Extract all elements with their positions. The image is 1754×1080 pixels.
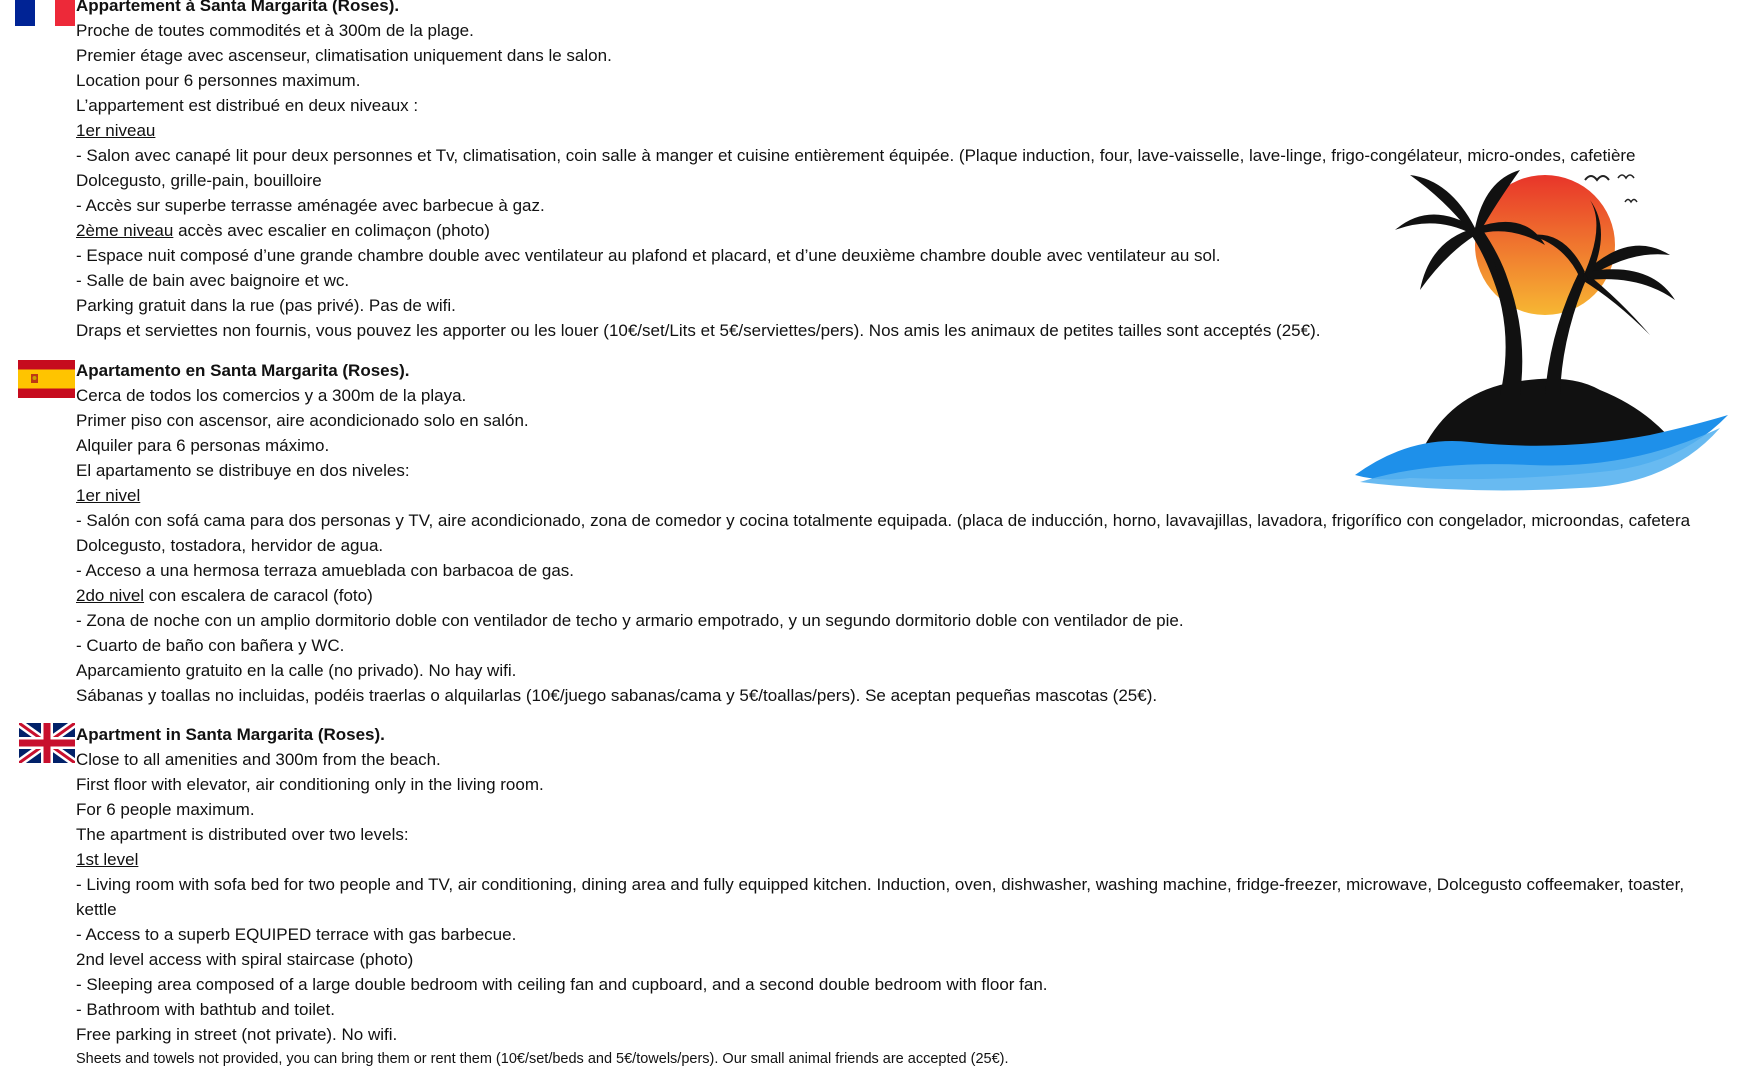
french-title: Appartement à Santa Margarita (Roses). <box>76 0 400 15</box>
flag-spain-icon <box>18 360 75 398</box>
french-level2-rest: accès avec escalier en colimaçon (photo) <box>173 221 490 240</box>
spanish-level2-item: Sábanas y toallas no incluidas, podéis traerlas o alquilarlas (10€/juego sabanas/cama y 5€/toallas/pers). Se aceptan pequeñas mascotas (25€). <box>76 686 1158 705</box>
spanish-line: Primer piso con ascensor, aire acondicionado solo en salón. <box>76 411 529 430</box>
spanish-level2-heading: 2do nivel <box>76 586 145 605</box>
french-level1-item: - Salon avec canapé lit pour deux personnes et Tv, climatisation, coin salle à manger et cuisine entièrement équipée. (Plaque induction, four, lave-vaisselle, lave-linge, frigo-congélateur, micro-ondes, cafetière Dolcegusto, grille-pain, bouilloire <box>76 146 1636 190</box>
spanish-level2-line <box>76 583 1716 608</box>
english-level2-item: Free parking in street (not private). No wifi. <box>76 1025 398 1044</box>
spanish-title: Apartamento en Santa Margarita (Roses). <box>76 361 410 380</box>
spanish-line: Alquiler para 6 personas máximo. <box>76 436 330 455</box>
spanish-level1-item: - Salón con sofá cama para dos personas y TV, aire acondicionado, zona de comedor y cocina totalmente equipada. (placa de inducción, horno, lavavajillas, lavadora, frigorífico con congelador, microondas, cafetera Dolcegusto, tostadora, hervidor de agua. <box>76 511 1691 555</box>
french-level1-item: - Accès sur superbe terrasse aménagée avec barbecue à gaz. <box>76 196 545 215</box>
english-line: The apartment is distributed over two levels: <box>76 825 409 844</box>
english-level1-item: - Living room with sofa bed for two people and TV, air conditioning, dining area and fully equipped kitchen. Induction, oven, dishwasher, washing machine, fridge-freezer, microwave, Dolcegusto coffeemaker, toaster, kettle <box>76 875 1685 919</box>
english-level1-heading: 1st level <box>76 850 139 869</box>
french-section <box>76 0 1716 343</box>
spanish-level2-rest: con escalera de caracol (foto) <box>144 586 373 605</box>
flag-uk-icon <box>19 723 75 763</box>
spanish-section <box>76 358 1716 708</box>
spanish-line: Cerca de todos los comercios y a 300m de la playa. <box>76 386 467 405</box>
flag-france-icon <box>15 0 75 26</box>
english-footer: Sheets and towels not provided, you can bring them or rent them (10€/set/beds and 5€/towels/pers). Our small animal friends are accepted (25€). <box>76 1051 1009 1067</box>
french-line: Location pour 6 personnes maximum. <box>76 71 361 90</box>
french-level2-item: Parking gratuit dans la rue (pas privé). Pas de wifi. <box>76 296 456 315</box>
spanish-level1-heading: 1er nivel <box>76 486 141 505</box>
english-line: For 6 people maximum. <box>76 800 255 819</box>
english-title: Apartment in Santa Margarita (Roses). <box>76 725 385 744</box>
english-level2-item: - Bathroom with bathtub and toilet. <box>76 1000 335 1019</box>
french-level2-heading: 2ème niveau <box>76 221 174 240</box>
english-line: First floor with elevator, air conditioning only in the living room. <box>76 775 544 794</box>
french-level2-item: Draps et serviettes non fournis, vous pouvez les apporter ou les louer (10€/set/Lits et 5€/serviettes/pers). Nos amis les animaux de petites tailles sont acceptés (25€). <box>76 321 1321 340</box>
english-level2-item: - Sleeping area composed of a large double bedroom with ceiling fan and cupboard, and a second double bedroom with floor fan. <box>76 975 1048 994</box>
english-level2-line: 2nd level access with spiral staircase (photo) <box>76 950 414 969</box>
french-level2-item: - Salle de bain avec baignoire et wc. <box>76 271 350 290</box>
french-level1-heading: 1er niveau <box>76 121 156 140</box>
french-line: Proche de toutes commodités et à 300m de la plage. <box>76 21 474 40</box>
french-line: L’appartement est distribué en deux niveaux : <box>76 96 419 115</box>
spanish-level2-item: - Cuarto de baño con bañera y WC. <box>76 636 345 655</box>
spanish-level1-item: - Acceso a una hermosa terraza amueblada con barbacoa de gas. <box>76 561 575 580</box>
english-level1-item: - Access to a superb EQUIPED terrace with gas barbecue. <box>76 925 517 944</box>
french-level2-item: - Espace nuit composé d’une grande chambre double avec ventilateur au plafond et placard, et d’une deuxième chambre double avec ventilateur au sol. <box>76 246 1221 265</box>
spanish-level2-item: Aparcamiento gratuito en la calle (no privado). No hay wifi. <box>76 661 517 680</box>
french-level2-line <box>76 218 1716 243</box>
spanish-line: El apartamento se distribuye en dos niveles: <box>76 461 410 480</box>
english-section <box>76 722 1716 1072</box>
french-line: Premier étage avec ascenseur, climatisation uniquement dans le salon. <box>76 46 612 65</box>
english-line: Close to all amenities and 300m from the beach. <box>76 750 441 769</box>
spanish-level2-item: - Zona de noche con un amplio dormitorio doble con ventilador de techo y armario empotrado, y un segundo dormitorio doble con ventilador de pie. <box>76 611 1184 630</box>
